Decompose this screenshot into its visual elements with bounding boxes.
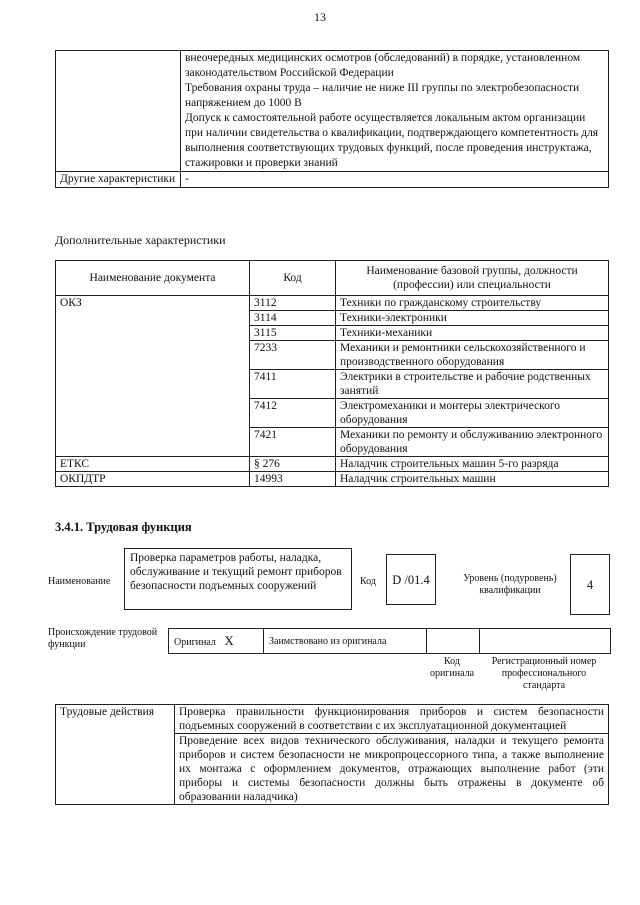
okz-name: Механики по ремонту и обслуживанию электронного оборудования — [336, 428, 609, 457]
header-code: Код — [250, 261, 336, 296]
level-label: Уровень (подуровень) квалификации — [463, 573, 557, 596]
safety-requirements-text: Требования охраны труда – наличие не ниже III группы по электробезопасности напряжением до 1000 В — [185, 82, 580, 109]
name-label: Наименование — [48, 576, 111, 587]
page-number: 13 — [314, 10, 326, 24]
other-characteristics-label: Другие характеристики — [56, 172, 181, 188]
okz-code: 3114 — [250, 311, 336, 326]
additional-characteristics-title: Дополнительные характеристики — [55, 233, 226, 247]
labor-action-item: Проведение всех видов технического обслуживания, наладки и текущего ремонта приборов и систем безопасности не микропроцессорного типа, а также выполнение их монтажа с оформлением документов, отражающих выполнение работ (эти приборы и системы безопасности должны быть отражены в документе об образовании наладчика) — [175, 734, 609, 805]
okpdtr-name: Наладчик строительных машин — [336, 472, 609, 487]
okz-code: 3115 — [250, 326, 336, 341]
okz-name: Электромеханики и монтеры электрического оборудования — [336, 399, 609, 428]
labor-action-item: Проверка правильности функционирования приборов и систем безопасности подъемных сооружений в соответствии с их эксплуатационной документацией — [175, 705, 609, 734]
okz-code: 7421 — [250, 428, 336, 457]
table-row — [56, 457, 609, 472]
origin-label: Происхождение трудовой функции — [48, 627, 158, 650]
okpdtr-code: 14993 — [250, 472, 336, 487]
table-row — [56, 472, 609, 487]
original-mark: X — [224, 633, 234, 648]
labor-function-title: 3.4.1. Трудовая функция — [55, 520, 192, 534]
okz-code: 7411 — [250, 370, 336, 399]
original-label: Оригинал — [174, 637, 216, 648]
header-group-name: Наименование базовой группы, должности (профессии) или специальности — [336, 261, 609, 296]
okz-name: Техники-электроники — [336, 311, 609, 326]
original-cell — [169, 629, 264, 654]
level-box: 4 — [570, 554, 610, 615]
table-row — [56, 705, 609, 734]
requirements-text-cell — [181, 51, 609, 172]
etks-name: Наладчик строительных машин 5-го разряда — [336, 457, 609, 472]
okz-name: Электрики в строительстве и рабочие родственных занятий — [336, 370, 609, 399]
code-label: Код — [360, 576, 376, 587]
function-name-box: Проверка параметров работы, наладка, обслуживание и текущий ремонт приборов безопасности подъемных сооружений — [124, 548, 352, 610]
okz-code: 7412 — [250, 399, 336, 428]
okz-name: Техники-механики — [336, 326, 609, 341]
okz-code: 3112 — [250, 296, 336, 311]
etks-label: ЕТКС — [56, 457, 250, 472]
requirements-table — [55, 50, 609, 188]
okz-code: 7233 — [250, 341, 336, 370]
function-code-box: D /01.4 — [386, 554, 436, 605]
reg-number-label: Регистрационный номер профессионального стандарта — [491, 656, 597, 691]
other-characteristics-value: - — [181, 172, 609, 188]
etks-code: § 276 — [250, 457, 336, 472]
origin-table — [168, 628, 611, 654]
header-document: Наименование документа — [56, 261, 250, 296]
labor-actions-table — [55, 704, 609, 805]
table-header-row — [56, 261, 609, 296]
borrowed-label: Заимствовано из оригинала — [264, 629, 427, 654]
code-original-cell — [427, 629, 480, 654]
table-row — [56, 296, 609, 311]
okz-name: Механики и ремонтники сельскохозяйственного и производственного оборудования — [336, 341, 609, 370]
code-original-label: Код оригинала — [429, 656, 475, 679]
requirements-label-cell — [56, 51, 181, 172]
additional-characteristics-table — [55, 260, 609, 487]
labor-actions-label: Трудовые действия — [56, 705, 175, 805]
okz-name: Техники по гражданскому строительству — [336, 296, 609, 311]
admission-text: Допуск к самостоятельной работе осуществляется локальным актом организации при наличии свидетельства о квалификации, подтверждающего компетентность для выполнения соответствующих трудовых функций, после проведения инструктажа, стажировки и проверки знаний — [185, 112, 599, 169]
medical-exam-text: внеочередных медицинских осмотров (обследований) в порядке, установленном законодательством Российской Федерации — [185, 52, 581, 79]
okpdtr-label: ОКПДТР — [56, 472, 250, 487]
okz-label: ОКЗ — [56, 296, 250, 457]
reg-number-cell — [480, 629, 611, 654]
